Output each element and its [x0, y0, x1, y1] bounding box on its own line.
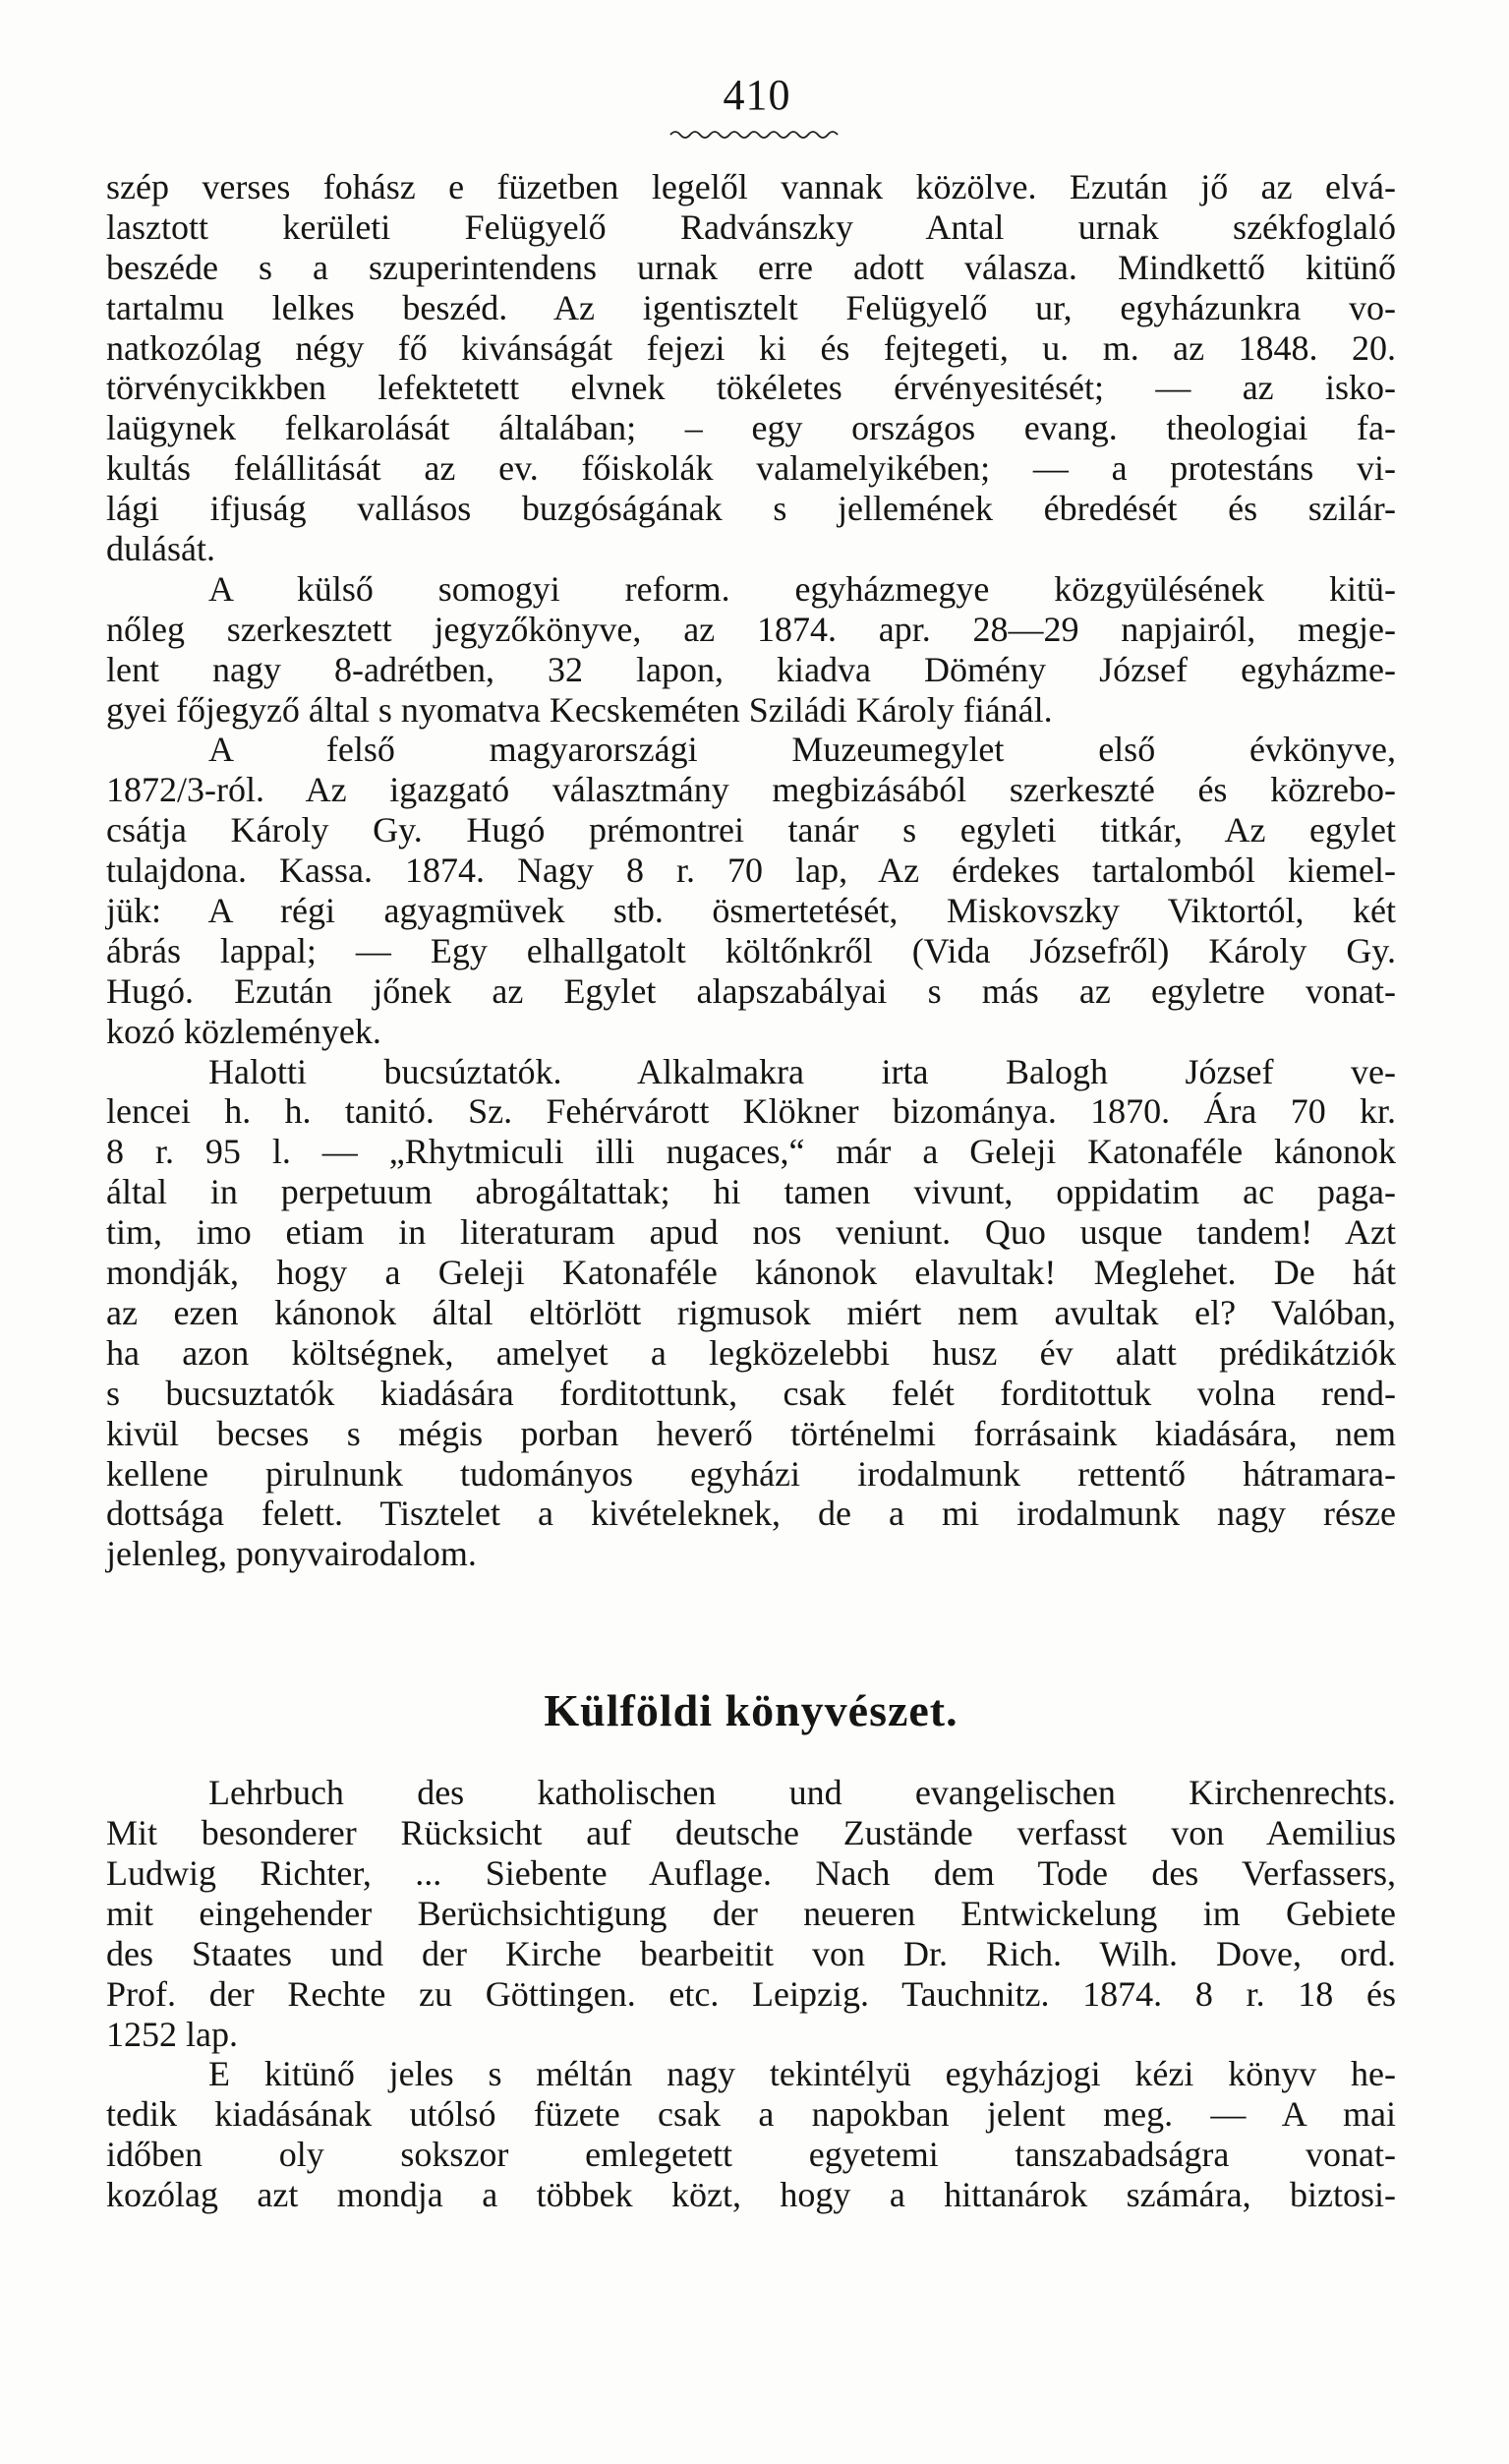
text-line: Lehrbuch des katholischen und evangelischen Kirchenrechts. — [208, 1773, 1396, 1813]
section-spacer — [106, 1745, 1396, 1773]
text-line: lencei h. h. tanitó. Sz. Fehérvárott Klökner bizománya. 1870. Ára 70 kr. — [106, 1091, 1396, 1132]
text-line: kozólag azt mondja a többek közt, hogy a hittanárok számára, biztosi- — [106, 2175, 1396, 2215]
text-line: s bucsuztatók kiadására forditottunk, csak felét forditottuk volna rend- — [106, 1373, 1396, 1413]
text-line: mondják, hogy a Geleji Katonaféle kánonok elavultak! Meglehet. De hát — [106, 1253, 1396, 1293]
text-line: kellene pirulnunk tudományos egyházi irodalmunk rettentő hátramara- — [106, 1453, 1396, 1494]
text-line: dottsága felett. Tisztelet a kivételeknek, de a mi irodalmunk nagy része — [106, 1494, 1396, 1534]
text-line: Ludwig Richter, ... Siebente Auflage. Nach dem Tode des Verfassers, — [106, 1852, 1396, 1893]
text-line: nőleg szerkesztett jegyzőkönyve, az 1874. apr. 28—29 napjairól, megje- — [106, 609, 1396, 649]
text-line: 8 r. 95 l. — „Rhytmiculi illi nugaces,“ már a Geleji Katonaféle kánonok — [106, 1132, 1396, 1172]
text-line: lasztott kerületi Felügyelő Radvánszky Antal urnak székfoglaló — [106, 206, 1396, 247]
text-line: dulását. — [106, 529, 215, 569]
text-line: jük: A régi agyagmüvek stb. ösmertetését, Miskovszky Viktortól, két — [106, 891, 1396, 931]
text-line: kivül becses s mégis porban heverő történelmi forrásaink kiadására, nem — [106, 1413, 1396, 1453]
text-line: kultás felállitását az ev. főiskolák valamelyikében; — a protestáns vi- — [106, 448, 1396, 489]
text-line: Halotti bucsúztatók. Alkalmakra irta Balogh József ve- — [208, 1051, 1396, 1091]
section-spacer — [106, 1574, 1396, 1676]
text-line: mit eingehender Berüchsichtigung der neueren Entwickelung im Gebiete — [106, 1893, 1396, 1933]
text-line: A felső magyarországi Muzeumegylet első évkönyve, — [208, 730, 1396, 770]
text-line: E kitünő jeles s méltán nagy tekintélyü egyházjogi kézi könyv he- — [208, 2054, 1396, 2094]
text-block — [106, 167, 1396, 2215]
text-line: A külső somogyi reform. egyházmegye közgyülésének kitü- — [208, 568, 1396, 609]
text-line: kozó közlemények. — [106, 1011, 381, 1051]
text-line: tim, imo etiam in literaturam apud nos veniunt. Quo usque tandem! Azt — [106, 1212, 1396, 1253]
section-heading: Külföldi könyvészet. — [544, 1685, 958, 1736]
text-line: tartalmu lelkes beszéd. Az igentisztelt Felügyelő ur, egyházunkra vo- — [106, 287, 1396, 327]
text-line: laügynek felkarolását általában; – egy országos evang. theologiai fa- — [106, 408, 1396, 448]
text-line: szép verses fohász e füzetben legelől vannak közölve. Ezután jő az elvá- — [106, 167, 1396, 206]
text-line: ha azon költségnek, amelyet a legközelebbi husz év alatt prédikátziók — [106, 1332, 1396, 1373]
text-line: tulajdona. Kassa. 1874. Nagy 8 r. 70 lap, Az érdekes tartalomból kiemel- — [106, 851, 1396, 891]
foreign-section — [106, 1773, 1396, 2215]
text-line: natkozólag négy fő kivánságát fejezi ki és fejtegeti, u. m. az 1848. 20. — [106, 327, 1396, 368]
text-line: időben oly sokszor emlegetett egyetemi tanszabadságra vonat- — [106, 2135, 1396, 2175]
text-line: lági ifjuság vallásos buzgóságának s jellemének ébredését és szilár- — [106, 489, 1396, 529]
text-line: az ezen kánonok által eltörlött rigmusok miért nem avultak el? Valóban, — [106, 1292, 1396, 1332]
text-line: csátja Károly Gy. Hugó prémontrei tanár s egyleti titkár, Az egylet — [106, 810, 1396, 851]
text-line: lent nagy 8-adrétben, 32 lapon, kiadva Dömény József egyházme- — [106, 649, 1396, 689]
text-line: 1252 lap. — [106, 2014, 238, 2054]
text-line: tedik kiadásának utólsó füzete csak a napokban jelent meg. — A mai — [106, 2094, 1396, 2135]
hungarian-section — [106, 167, 1396, 1574]
text-line: gyei főjegyző által s nyomatva Kecskeméten Sziládi Károly fiánál. — [106, 689, 1053, 730]
wavy-rule-ornament — [668, 128, 841, 142]
text-line: 1872/3-ról. Az igazgató választmány megbizásából szerkeszté és közrebo- — [106, 770, 1396, 810]
text-line: Hugó. Ezután jőnek az Egylet alapszabályai s más az egyletre vonat- — [106, 970, 1396, 1011]
text-line: által in perpetuum abrogáltattak; hi tamen vivunt, oppidatim ac paga- — [106, 1172, 1396, 1212]
text-line: des Staates und der Kirche bearbeitit von Dr. Rich. Wilh. Dove, ord. — [106, 1933, 1396, 1973]
text-line: ábrás lappal; — Egy elhallgatolt költőnkről (Vida Józsefről) Károly Gy. — [106, 930, 1396, 970]
text-line: jelenleg, ponyvairodalom. — [106, 1534, 477, 1574]
text-line: Mit besonderer Rücksicht auf deutsche Zustände verfasst von Aemilius — [106, 1813, 1396, 1853]
page-number: 410 — [723, 71, 791, 119]
text-line: törvénycikkben lefektetett elvnek tökéletes érvényesitését; — az isko- — [106, 368, 1396, 408]
text-line: beszéde s a szuperintendens urnak erre adott válasza. Mindkettő kitünő — [106, 247, 1396, 287]
text-line: Prof. der Rechte zu Göttingen. etc. Leipzig. Tauchnitz. 1874. 8 r. 18 és — [106, 1973, 1396, 2014]
